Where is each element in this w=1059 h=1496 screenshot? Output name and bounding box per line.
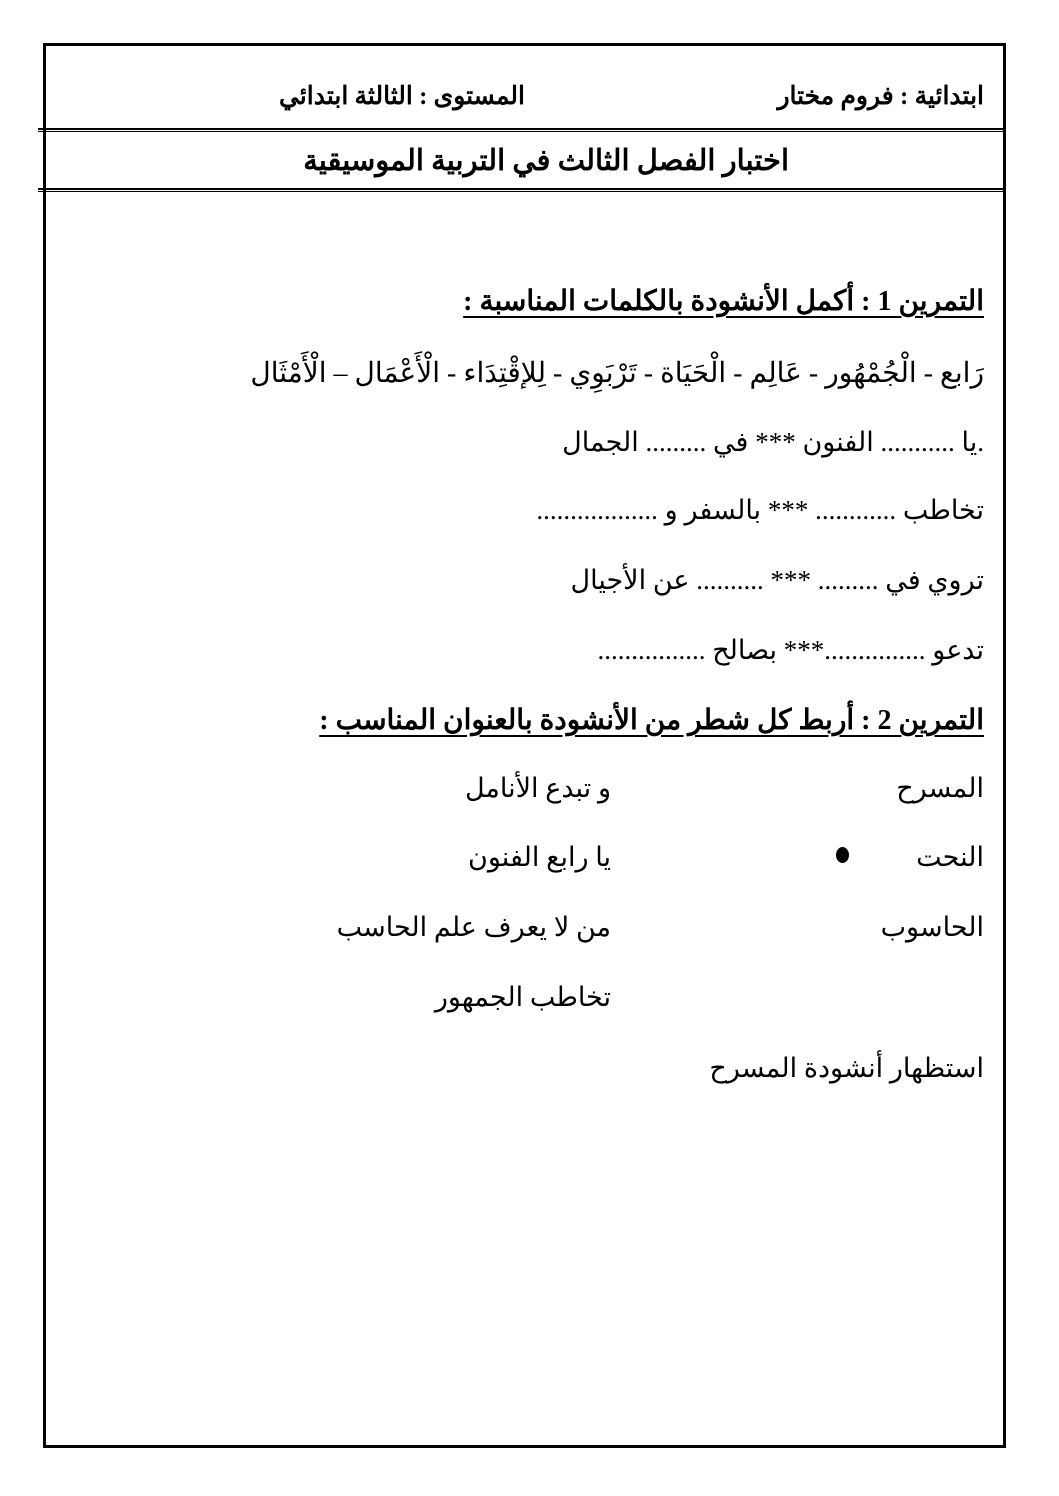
match-verse-item: يا رابع الفنون (468, 842, 611, 872)
match-verse-item: و تبدع الأنامل (464, 773, 611, 803)
recitation-instruction: استظهار أنشودة المسرح (709, 1053, 984, 1083)
page-border (43, 43, 1006, 1448)
exercise-2-title: التمرين 2 : أربط كل شطر من الأنشودة بالعنوان المناسب : (319, 705, 984, 736)
title-divider (38, 188, 1006, 190)
word-bank: رَابع - الْجُمْهُور - عَالِم - الْحَيَاة - تَرْبَوِي - لِلإقْتِدَاء - الْأَعْمَال – الْأَمْثَال (250, 358, 984, 389)
verse-line: تروي في ......... *** .......... عن الأجيال (570, 565, 984, 595)
match-title-item: النحت (916, 842, 984, 872)
verse-line: تدعو ...............*** بصالح ................ (597, 635, 984, 665)
match-verse-item: تخاطب الجمهور (434, 982, 611, 1012)
header-divider (38, 128, 1006, 130)
match-title-item: المسرح (896, 773, 984, 803)
grade-level: المستوى : الثالثة ابتدائي (278, 83, 525, 110)
exam-title: اختبار الفصل الثالث في التربية الموسيقية (303, 145, 789, 177)
verse-line: .يا ........... الفنون *** في ......... الجمال (562, 427, 984, 457)
match-dot-icon (836, 847, 849, 863)
match-title-item: الحاسوب (880, 912, 984, 942)
exercise-1-title: التمرين 1 : أكمل الأنشودة بالكلمات المناسبة : (463, 286, 984, 317)
title-divider-inner (38, 191, 1006, 192)
school-name: ابتدائية : فروم مختار (777, 83, 984, 110)
match-verse-item: من لا يعرف علم الحاسب (336, 912, 611, 942)
header-divider-inner (38, 131, 1006, 132)
verse-line: تخاطب ............ *** بالسفر و .................. (536, 495, 984, 525)
